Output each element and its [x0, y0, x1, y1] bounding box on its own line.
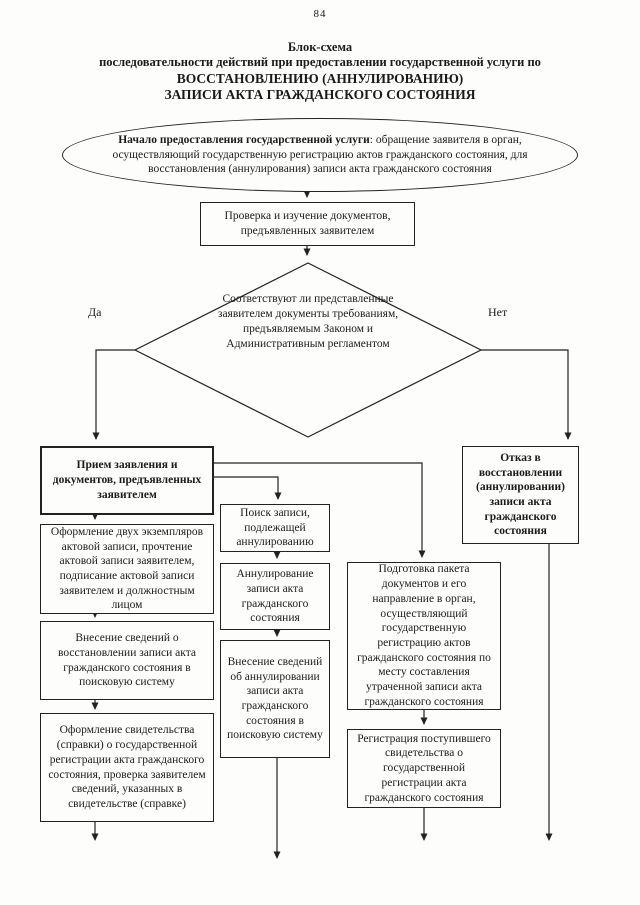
node-check-docs: Проверка и изучение документов, предъявленных заявителем	[200, 202, 415, 246]
title-line-2: последовательности действий при предоставлении государственной услуги по	[99, 55, 541, 69]
connector-no-branch	[481, 350, 568, 439]
node-accept: Прием заявления и документов, предъявленных заявителем	[40, 446, 214, 515]
node-enter-restore-info: Внесение сведений о восстановлении записи акта гражданского состояния в поисковую систему	[40, 621, 214, 700]
start-text-lead: Начало предоставления государственной услуги	[118, 133, 370, 146]
page-number: 84	[313, 8, 327, 20]
node-issue-certificate: Оформление свидетельства (справки) о государственной регистрации акта гражданского состояния, проверка заявителем сведений, указанных в свидетельстве (справке)	[40, 713, 214, 822]
start-terminator	[62, 118, 578, 192]
decision-text: Соответствуют ли представленные заявителем документы требованиям, предъявляемым Законом и Административным регламентом	[217, 293, 399, 350]
connector-accept-to-find	[214, 477, 278, 499]
start-text	[91, 133, 549, 177]
label-no: Нет	[488, 305, 508, 319]
node-annul-record: Аннулирование записи акта гражданского состояния	[220, 563, 330, 630]
node-draft-record: Оформление двух экземпляров актовой записи, прочтение актовой записи заявителем, подписание актовой записи заявителем и должностным лицом	[40, 524, 214, 614]
title-line-4: ЗАПИСИ АКТА ГРАЖДАНСКОГО СОСТОЯНИЯ	[164, 87, 476, 102]
connector-yes-branch	[96, 350, 135, 439]
node-enter-annul-info: Внесение сведений об аннулировании записи акта гражданского состояния в поисковую систему	[220, 640, 330, 758]
node-register-incoming: Регистрация поступившего свидетельства о государственной регистрации акта гражданского состояния	[347, 729, 501, 808]
label-yes: Да	[88, 305, 102, 319]
node-find-record: Поиск записи, подлежащей аннулированию	[220, 504, 330, 552]
start-text-rest: : обращение заявителя в орган, осуществляющий государственную регистрацию актов гражданского состояния, для восстановления (аннулирования) записи акта гражданского состояния	[112, 133, 528, 176]
node-refusal: Отказ в восстановлении (аннулировании) записи акта гражданского состояния	[462, 446, 579, 544]
title-line-3: ВОССТАНОВЛЕНИЮ (АННУЛИРОВАНИЮ)	[176, 71, 464, 86]
title-line-1: Блок-схема	[287, 40, 353, 54]
node-prepare-package: Подготовка пакета документов и его направление в орган, осуществляющий государственную регистрацию актов гражданского состояния по месту составления утраченной записи акта гражданского состояния	[347, 562, 501, 710]
